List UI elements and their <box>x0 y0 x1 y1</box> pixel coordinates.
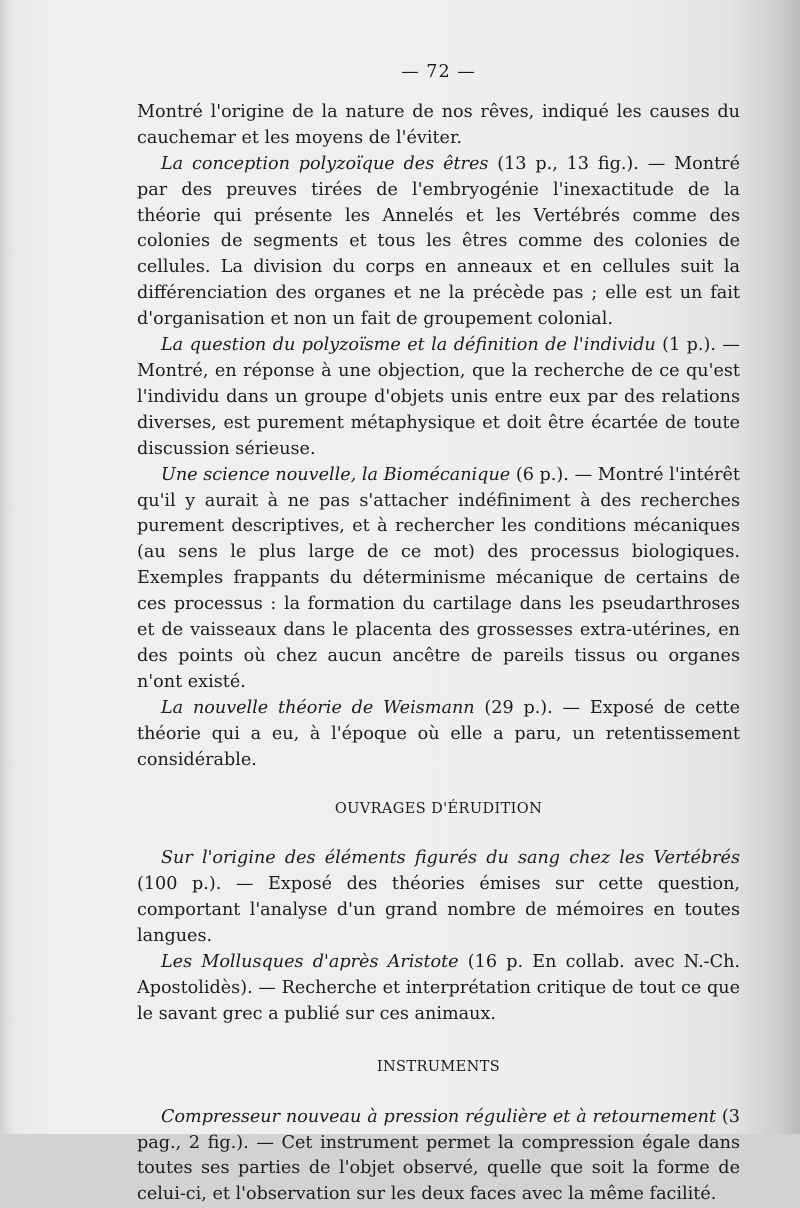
paragraph-biomecanique <box>137 463 740 696</box>
section-heading-instruments: INSTRUMENTS <box>376 1058 501 1075</box>
paragraph-text: Montré l'origine de la nature de nos rêves, indiqué les causes du cauchemar et les moyens de l'éviter. <box>137 101 740 148</box>
paragraph-sang <box>137 846 740 950</box>
paragraph-weismann <box>137 696 740 774</box>
paragraph-text: (6 p.). — Montré l'intérêt qu'il y aurait à ne pas s'attacher indéfiniment à des recherches purement descriptives, et à rechercher les conditions mécaniques (au sens le plus large de ce mot) des processus biologiques. Exemples frappants du déterminisme mécanique de certains de ces processus : la formation du cartilage dans les pseudarthroses et de vaisseaux dans le placenta des grossesses extra-utérines, en des points où chez aucun ancêtre de pareils tissus ou organes n'ont existé. <box>137 464 740 692</box>
paragraph-compresseur <box>137 1105 740 1208</box>
work-title: Une science nouvelle, la Biomécanique <box>161 464 511 485</box>
paragraph-text: (16 p. En collab. avec N.-Ch. Apostolidès). — Recherche et interprétation critique de tout ce que le savant grec a publié sur ces animaux. <box>137 952 740 1024</box>
work-title: Compresseur nouveau à pression régulière et à retournement <box>161 1106 717 1127</box>
paragraph-polyzoisme <box>137 333 740 463</box>
work-title: Sur l'origine des éléments figurés du sang chez les Vertébrés <box>161 848 740 869</box>
work-title: La conception polyzoïque des êtres <box>161 153 489 174</box>
paragraph-text: (13 p., 13 fig.). — Montré par des preuves tirées de l'embryogénie l'inexactitude de la théorie qui présente les Annelés et les Vertébrés comme des colonies de segments et tous les êtres comme des colonies de cellules. La division du corps en anneaux et en cellules suit la différenciation des organes et ne la précède pas ; elle est un fait d'organisation et non un fait de groupement colonial. <box>137 153 740 330</box>
work-title: La nouvelle théorie de Weismann <box>161 697 475 718</box>
paragraph-mollusques <box>137 950 740 1028</box>
page-text-block <box>137 60 740 1208</box>
paragraph-text: (1 p.). — Montré, en réponse à une objection, que la recherche de ce qu'est l'individu dans un groupe d'objets unis entre eux par des relations diverses, est purement métaphysique et doit être écartée de toute discussion sérieuse. <box>137 335 740 459</box>
work-title: Les Mollusques d'après Aristote <box>161 952 459 972</box>
section-heading-erudition: OUVRAGES D'ÉRUDITION <box>334 801 543 818</box>
work-title: La question du polyzoïsme et la définition de l'individu <box>161 335 656 356</box>
paragraph-text: (29 p.). — Exposé de cette théorie qui a eu, à l'époque où elle a paru, un retentissement considérable. <box>137 697 741 770</box>
paragraph-text: (100 p.). — Exposé des théories émises sur cette question, comportant l'analyse d'un grand nombre de mémoires en toutes langues. <box>137 874 740 947</box>
paragraph-text: (3 pag., 2 fig.). — Cet instrument permet la compression égale dans toutes ses parties de l'objet observé, quelle que soit la forme de celui-ci, et l'observation sur les deux faces avec la même facilité. <box>137 1106 740 1205</box>
paragraph-polyzoique <box>137 152 740 333</box>
page-number: — 72 — <box>401 62 476 82</box>
paragraph-reves <box>137 100 740 152</box>
